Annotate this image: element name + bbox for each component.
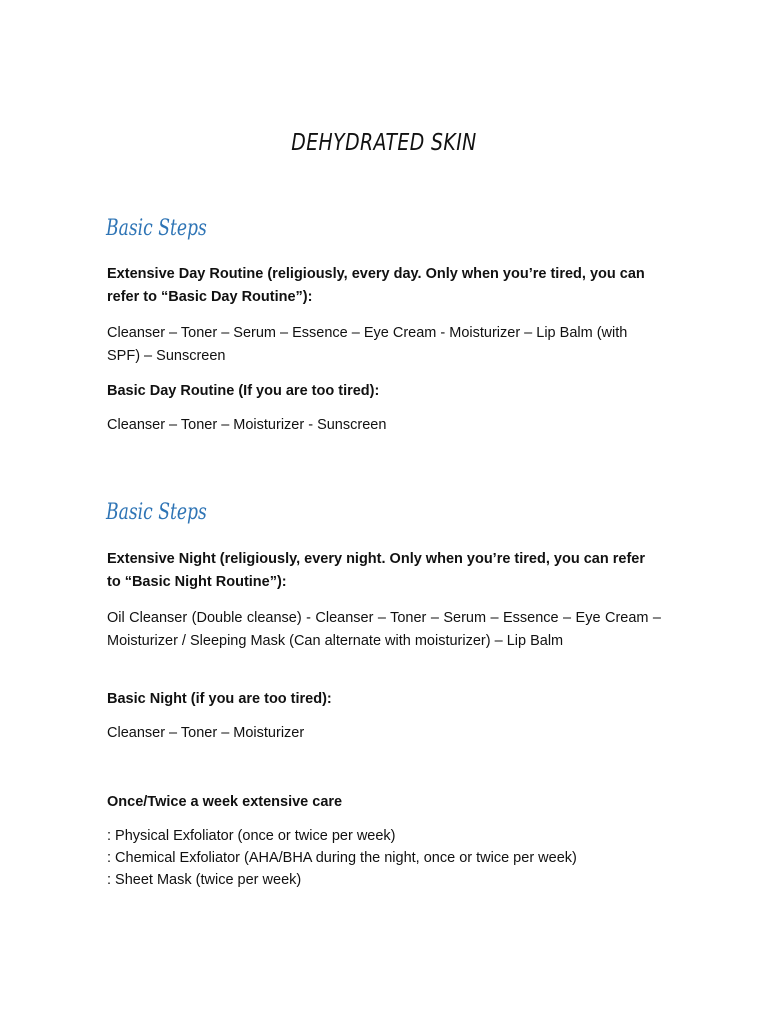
night-section-heading: Basic Steps xyxy=(106,500,207,525)
day-section-heading: Basic Steps xyxy=(106,216,207,241)
day-extensive-steps: Cleanser – Toner – Serum – Essence – Eye Cream - Moisturizer – Lip Balm (with SPF) – Sunscreen xyxy=(107,325,628,364)
document-title: DEHYDRATED SKIN xyxy=(291,130,477,156)
weekly-care-list xyxy=(107,825,661,891)
list-item: : Sheet Mask (twice per week) xyxy=(107,872,302,888)
night-basic-steps: Cleanser – Toner – Moisturizer xyxy=(107,725,305,741)
night-extensive-steps: Oil Cleanser (Double cleanse) - Cleanser – Toner – Serum – Essence – Eye Cream – Moisturizer / Sleeping Mask (Can alternate with moisturizer) – Lip Balm xyxy=(107,610,661,649)
day-extensive-label: Extensive Day Routine (religiously, every day. Only when you’re tired, you can refer to “Basic Day Routine”): xyxy=(107,266,645,305)
list-item: : Physical Exfoliator (once or twice per week) xyxy=(107,828,396,844)
day-basic-label: Basic Day Routine (If you are too tired): xyxy=(107,383,380,399)
night-basic-label: Basic Night (if you are too tired): xyxy=(107,691,332,707)
day-basic-steps: Cleanser – Toner – Moisturizer - Sunscreen xyxy=(107,417,387,433)
weekly-care-label: Once/Twice a week extensive care xyxy=(107,794,343,810)
night-extensive-label: Extensive Night (religiously, every night. Only when you’re tired, you can refer to “Basic Night Routine”): xyxy=(107,551,645,590)
list-item: : Chemical Exfoliator (AHA/BHA during the night, once or twice per week) xyxy=(107,850,577,866)
